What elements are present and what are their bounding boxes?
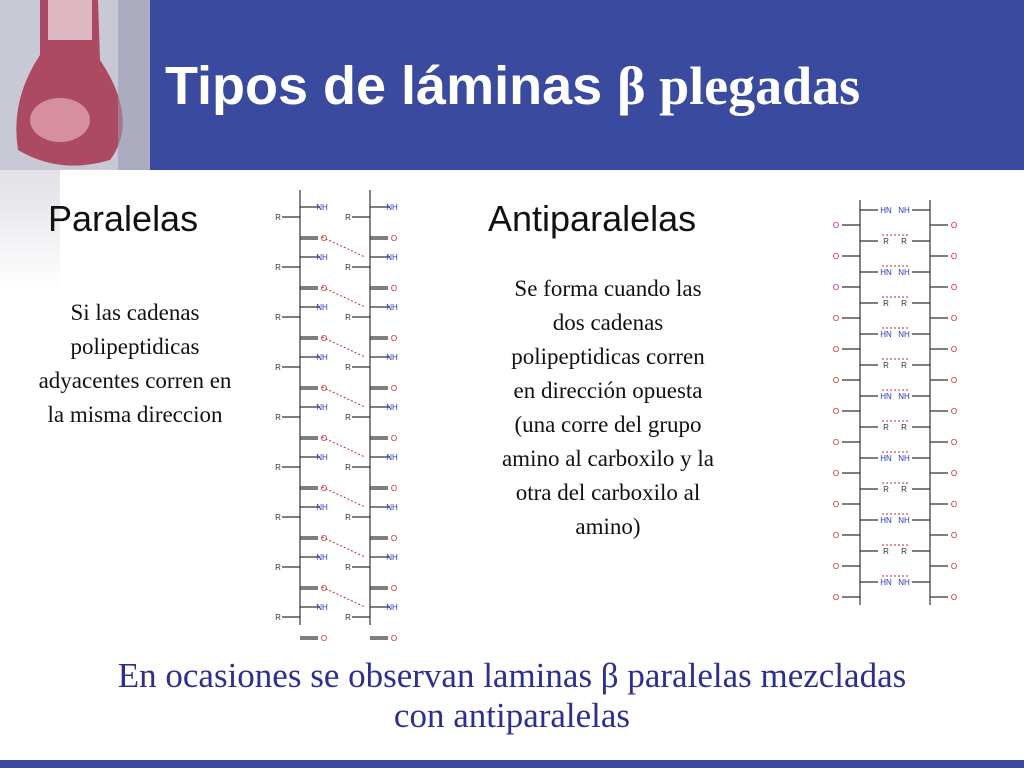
- oxygen-label: O: [832, 500, 840, 509]
- oxygen-label: O: [832, 593, 840, 602]
- nh-label: NH: [316, 303, 328, 312]
- oxygen-label: O: [832, 562, 840, 571]
- antiparalelas-line: (una corre del grupo: [514, 412, 702, 437]
- oxygen-label: O: [390, 384, 398, 393]
- hydrogen-bond: [322, 287, 365, 307]
- oxygen-label: O: [950, 438, 958, 447]
- side-label: R: [901, 237, 907, 246]
- r-label: R: [345, 263, 351, 272]
- side-label: R: [883, 485, 889, 494]
- side-label: NH: [898, 578, 910, 587]
- nh-label: NH: [316, 603, 328, 612]
- antiparalelas-description: [468, 272, 748, 544]
- oxygen-label: O: [950, 531, 958, 540]
- oxygen-label: O: [390, 584, 398, 593]
- nh-label: NH: [386, 303, 398, 312]
- nh-label: NH: [386, 603, 398, 612]
- oxygen-label: O: [320, 284, 328, 293]
- hydrogen-bond: [322, 587, 365, 607]
- side-label: R: [883, 237, 889, 246]
- oxygen-label: O: [320, 634, 328, 643]
- side-label: R: [883, 423, 889, 432]
- nh-label: NH: [386, 553, 398, 562]
- oxygen-label: O: [950, 252, 958, 261]
- antiparalelas-line: Se forma cuando las: [514, 276, 702, 301]
- nh-label: NH: [386, 203, 398, 212]
- r-label: R: [345, 613, 351, 622]
- side-label: R: [883, 361, 889, 370]
- r-label: R: [345, 363, 351, 372]
- oxygen-label: O: [832, 314, 840, 323]
- oxygen-label: O: [832, 438, 840, 447]
- oxygen-label: O: [832, 376, 840, 385]
- heading-paralelas: Paralelas: [48, 198, 199, 239]
- oxygen-label: O: [832, 345, 840, 354]
- r-label: R: [275, 263, 281, 272]
- nh-label: NH: [386, 253, 398, 262]
- oxygen-label: O: [390, 234, 398, 243]
- side-label: NH: [898, 206, 910, 215]
- r-label: R: [345, 463, 351, 472]
- oxygen-label: O: [832, 531, 840, 540]
- side-label: R: [883, 299, 889, 308]
- nh-label: NH: [316, 453, 328, 462]
- oxygen-label: O: [832, 283, 840, 292]
- side-label: R: [901, 299, 907, 308]
- r-label: R: [275, 413, 281, 422]
- side-label: NH: [898, 454, 910, 463]
- nh-label: NH: [316, 503, 328, 512]
- r-label: R: [275, 313, 281, 322]
- r-label: R: [275, 563, 281, 572]
- r-label: R: [275, 363, 281, 372]
- side-label: HN: [880, 392, 892, 401]
- oxygen-label: O: [320, 334, 328, 343]
- nh-label: NH: [386, 353, 398, 362]
- side-label: R: [901, 547, 907, 556]
- paralelas-line: Si las cadenas: [70, 300, 200, 325]
- nh-label: NH: [316, 403, 328, 412]
- r-label: R: [345, 563, 351, 572]
- antiparallel-sheet-diagram: [820, 195, 990, 615]
- r-label: R: [275, 513, 281, 522]
- oxygen-label: O: [320, 584, 328, 593]
- r-label: R: [345, 513, 351, 522]
- nh-label: NH: [316, 353, 328, 362]
- antiparalelas-line: en dirección opuesta: [513, 378, 703, 403]
- r-label: R: [275, 463, 281, 472]
- r-label: R: [345, 413, 351, 422]
- r-label: R: [275, 613, 281, 622]
- antiparalelas-line: dos cadenas: [552, 310, 664, 335]
- nh-label: NH: [316, 253, 328, 262]
- nh-label: NH: [386, 403, 398, 412]
- oxygen-label: O: [950, 345, 958, 354]
- flask-image: [0, 0, 150, 170]
- oxygen-label: O: [832, 221, 840, 230]
- oxygen-label: O: [950, 407, 958, 416]
- hydrogen-bond: [322, 237, 365, 257]
- paralelas-line: adyacentes corren en: [38, 368, 232, 393]
- side-label: R: [901, 485, 907, 494]
- oxygen-label: O: [390, 434, 398, 443]
- side-label: HN: [880, 454, 892, 463]
- oxygen-label: O: [950, 283, 958, 292]
- side-label: HN: [880, 330, 892, 339]
- antiparalelas-line: amino al carboxilo y la: [501, 446, 715, 471]
- nh-label: NH: [386, 453, 398, 462]
- nh-label: NH: [316, 553, 328, 562]
- hydrogen-bond: [322, 437, 365, 457]
- hydrogen-bond: [322, 537, 365, 557]
- side-label: HN: [880, 206, 892, 215]
- antiparalelas-line: otra del carboxilo al: [515, 480, 701, 505]
- footnote: [40, 656, 984, 736]
- title-tail: β plegadas: [617, 56, 861, 116]
- hydrogen-bond: [322, 487, 365, 507]
- oxygen-label: O: [320, 384, 328, 393]
- footnote-line: En ocasiones se observan laminas β paralelas mezcladas: [117, 656, 907, 695]
- side-label: NH: [898, 330, 910, 339]
- heading-antiparalelas: Antiparalelas: [488, 198, 697, 239]
- oxygen-label: O: [320, 434, 328, 443]
- oxygen-label: O: [390, 484, 398, 493]
- side-label: R: [901, 423, 907, 432]
- oxygen-label: O: [320, 484, 328, 493]
- oxygen-label: O: [950, 500, 958, 509]
- antiparalelas-line: amino): [575, 514, 641, 539]
- oxygen-label: O: [390, 534, 398, 543]
- parallel-sheet-diagram: [270, 185, 440, 643]
- r-label: R: [345, 213, 351, 222]
- oxygen-label: O: [950, 469, 958, 478]
- oxygen-label: O: [320, 234, 328, 243]
- bottom-bar: [0, 760, 1024, 768]
- oxygen-label: O: [832, 252, 840, 261]
- side-label: NH: [898, 268, 910, 277]
- side-label: NH: [898, 516, 910, 525]
- oxygen-label: O: [390, 634, 398, 643]
- hydrogen-bond: [322, 387, 365, 407]
- oxygen-label: O: [320, 534, 328, 543]
- page-title: [165, 55, 860, 117]
- paralelas-line: polipeptidicas: [70, 334, 200, 359]
- paralelas-description: [10, 296, 260, 432]
- nh-label: NH: [386, 503, 398, 512]
- side-label: R: [883, 547, 889, 556]
- antiparalelas-line: polipeptidicas corren: [511, 344, 705, 369]
- r-label: R: [345, 313, 351, 322]
- side-label: NH: [898, 392, 910, 401]
- oxygen-label: O: [390, 284, 398, 293]
- nh-label: NH: [316, 203, 328, 212]
- title-main: Tipos de láminas: [165, 56, 603, 116]
- flask-icon: [0, 0, 150, 170]
- r-label: R: [275, 213, 281, 222]
- side-label: R: [901, 361, 907, 370]
- side-label: HN: [880, 578, 892, 587]
- oxygen-label: O: [950, 593, 958, 602]
- hydrogen-bond: [322, 337, 365, 357]
- oxygen-label: O: [950, 562, 958, 571]
- oxygen-label: O: [832, 469, 840, 478]
- side-label: HN: [880, 516, 892, 525]
- side-label: HN: [880, 268, 892, 277]
- oxygen-label: O: [950, 221, 958, 230]
- oxygen-label: O: [390, 334, 398, 343]
- oxygen-label: O: [950, 376, 958, 385]
- title-banner: [0, 0, 1024, 170]
- oxygen-label: O: [832, 407, 840, 416]
- oxygen-label: O: [950, 314, 958, 323]
- footnote-line: con antiparalelas: [393, 696, 631, 735]
- paralelas-line: la misma direccion: [47, 402, 223, 427]
